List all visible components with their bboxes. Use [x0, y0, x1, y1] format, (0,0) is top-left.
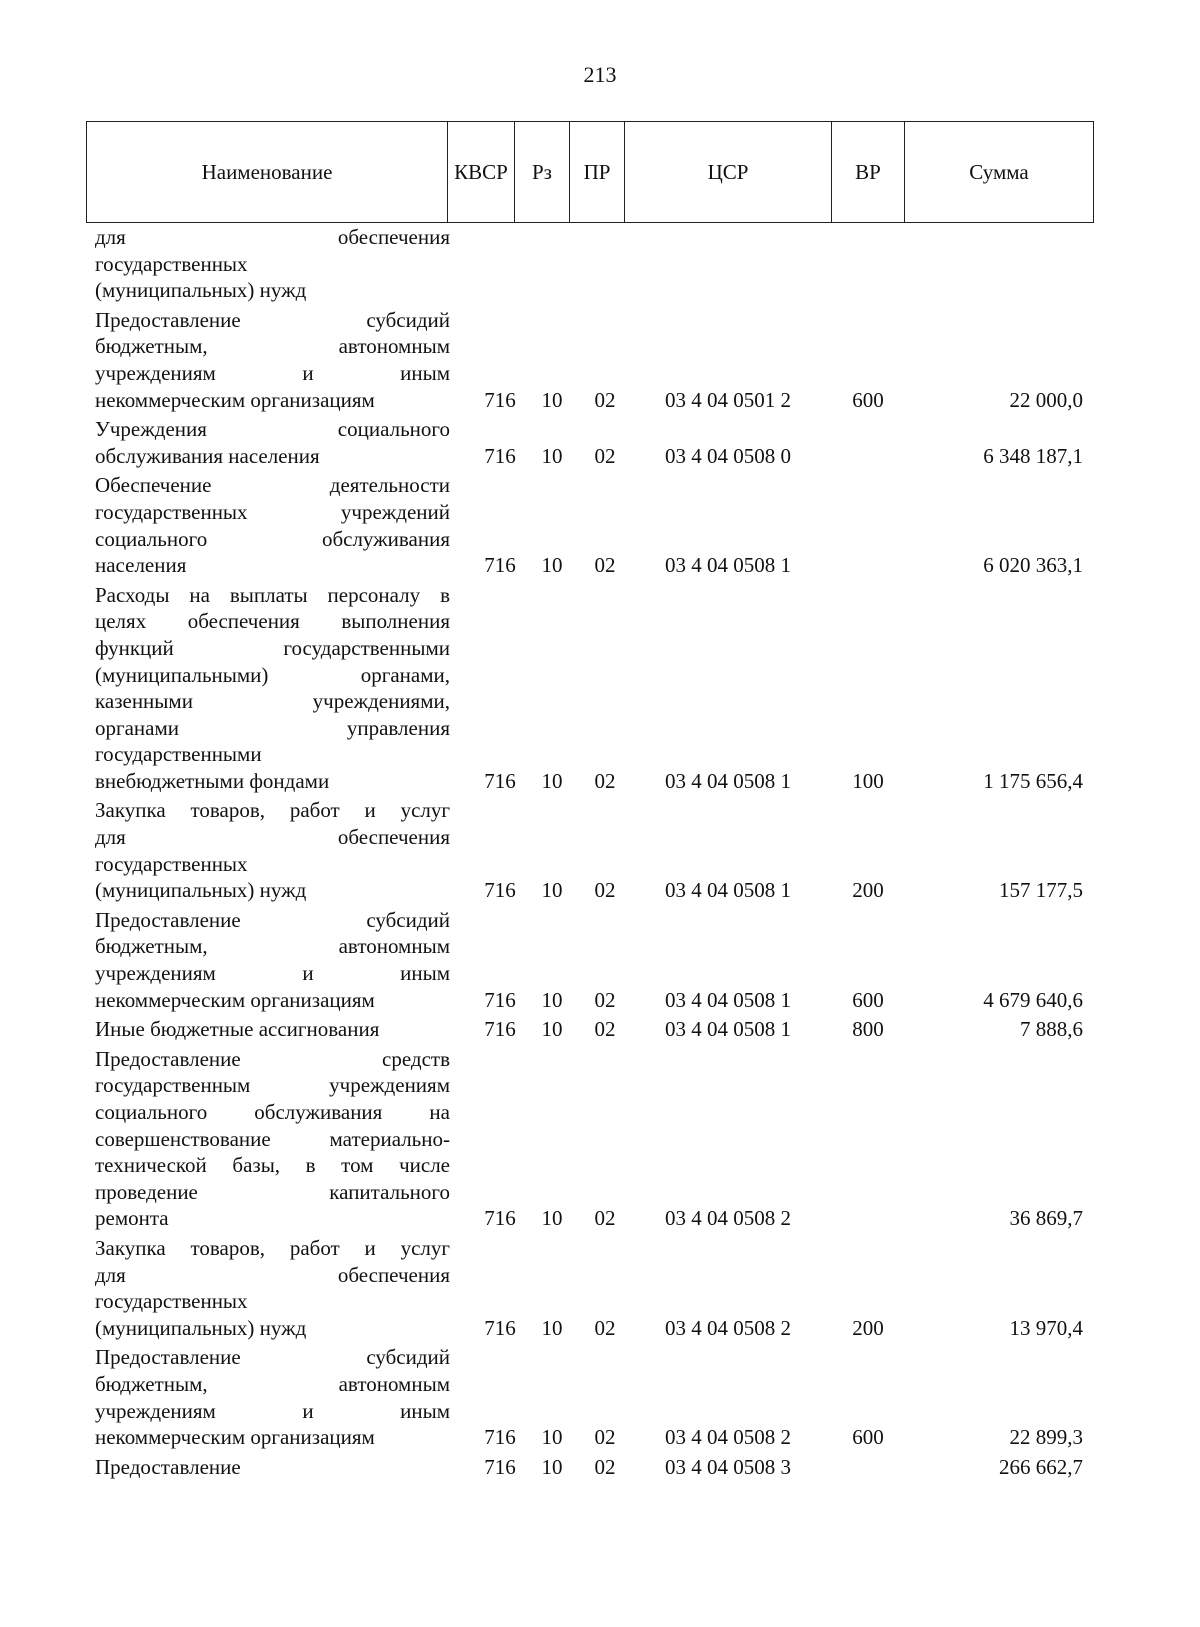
row-name-line: некоммерческим организациям: [95, 387, 375, 412]
row-vr: 200: [852, 1315, 884, 1340]
table-row: [95, 1344, 1135, 1450]
row-rz: 10: [541, 553, 563, 578]
row-rz: 10: [541, 1454, 563, 1479]
row-csr: 03 4 04 0508 1: [665, 768, 791, 793]
row-name-line: учреждениям и иным: [95, 1398, 450, 1423]
row-name-line: социального обслуживания на: [95, 1100, 450, 1124]
row-pr: 02: [594, 878, 616, 903]
row-kvsr: 716: [484, 768, 516, 793]
row-name-line: социального обслуживания: [95, 526, 450, 551]
row-name-line: Предоставление субсидий: [95, 1345, 450, 1370]
row-name-line: (муниципальных) нужд: [95, 278, 307, 303]
row-name-line: Предоставление средств: [95, 1046, 450, 1071]
row-sum: 13 970,4: [1009, 1315, 1083, 1340]
row-name-line: учреждениям и иным: [95, 360, 450, 385]
table-row: [95, 1046, 1135, 1232]
row-name-line: Предоставление: [95, 1454, 241, 1479]
row-kvsr: 716: [484, 1206, 516, 1231]
row-vr: 200: [852, 878, 884, 903]
row-name-line: населения: [95, 553, 187, 578]
row-pr: 02: [594, 987, 616, 1012]
row-sum: 1 175 656,4: [983, 768, 1083, 793]
row-csr: 03 4 04 0508 3: [665, 1454, 791, 1479]
row-pr: 02: [594, 1315, 616, 1340]
row-rz: 10: [541, 987, 563, 1012]
row-name-line: (муниципальными) органами,: [95, 662, 450, 687]
row-rz: 10: [541, 1017, 563, 1042]
row-name-line: обслуживания населения: [95, 443, 320, 468]
row-name: [95, 1046, 450, 1232]
row-kvsr: 716: [484, 987, 516, 1012]
row-csr: 03 4 04 0508 2: [665, 1315, 791, 1340]
row-rz: 10: [541, 1315, 563, 1340]
header-pr: ПР: [570, 122, 625, 223]
row-name-line: бюджетным, автономным: [95, 334, 450, 359]
row-pr: 02: [594, 443, 616, 468]
row-name-line: (муниципальных) нужд: [95, 878, 307, 903]
table-row: [95, 797, 1135, 903]
table-row: [95, 472, 1135, 578]
row-sum: 36 869,7: [1009, 1206, 1083, 1231]
row-kvsr: 716: [484, 1454, 516, 1479]
row-name-line: Иные бюджетные ассигнования: [95, 1017, 380, 1042]
row-vr: 800: [852, 1017, 884, 1042]
table-row: [95, 416, 1135, 469]
row-pr: 02: [594, 1206, 616, 1231]
row-csr: 03 4 04 0508 0: [665, 443, 791, 468]
table-row: [95, 907, 1135, 1013]
row-name-line: казенными учреждениями,: [95, 689, 450, 714]
row-name-line: для обеспечения: [95, 825, 450, 850]
table-row: [95, 1454, 1135, 1481]
row-sum: 6 348 187,1: [983, 443, 1083, 468]
row-sum: 6 020 363,1: [983, 553, 1083, 578]
row-sum: 7 888,6: [1020, 1017, 1083, 1042]
row-name-line: некоммерческим организациям: [95, 1425, 375, 1450]
row-rz: 10: [541, 768, 563, 793]
row-csr: 03 4 04 0501 2: [665, 387, 791, 412]
row-rz: 10: [541, 443, 563, 468]
row-rz: 10: [541, 1425, 563, 1450]
row-kvsr: 716: [484, 1315, 516, 1340]
row-csr: 03 4 04 0508 1: [665, 1017, 791, 1042]
table-body: [95, 224, 1135, 1483]
table-row: [95, 224, 1135, 304]
row-kvsr: 716: [484, 878, 516, 903]
row-name-line: целях обеспечения выполнения: [95, 609, 450, 634]
row-csr: 03 4 04 0508 2: [665, 1425, 791, 1450]
row-rz: 10: [541, 1206, 563, 1231]
row-name-line: бюджетным, автономным: [95, 934, 450, 959]
row-name-line: государственных: [95, 851, 248, 876]
row-name-line: проведение капитального: [95, 1179, 450, 1204]
row-vr: 100: [852, 768, 884, 793]
row-pr: 02: [594, 768, 616, 793]
header-kvsr: КВСР: [448, 122, 515, 223]
row-rz: 10: [541, 387, 563, 412]
row-csr: 03 4 04 0508 1: [665, 553, 791, 578]
row-name-line: технической базы, в том числе: [95, 1153, 450, 1178]
row-csr: 03 4 04 0508 1: [665, 987, 791, 1012]
row-vr: 600: [852, 1425, 884, 1450]
row-rz: 10: [541, 878, 563, 903]
table-row: [95, 1016, 1135, 1043]
row-name-line: учреждениям и иным: [95, 961, 450, 986]
table-row: [95, 307, 1135, 413]
row-name-line: Закупка товаров, работ и услуг: [95, 798, 450, 823]
row-sum: 157 177,5: [999, 878, 1083, 903]
row-name-line: Обеспечение деятельности: [95, 473, 450, 498]
header-vr: ВР: [832, 122, 905, 223]
row-vr: 600: [852, 387, 884, 412]
row-pr: 02: [594, 1454, 616, 1479]
row-csr: 03 4 04 0508 2: [665, 1206, 791, 1231]
row-name-line: совершенствование материально-: [95, 1126, 450, 1151]
row-sum: 22 899,3: [1009, 1425, 1083, 1450]
row-pr: 02: [594, 1017, 616, 1042]
row-pr: 02: [594, 553, 616, 578]
row-name-line: Расходы на выплаты персоналу в: [95, 582, 450, 607]
header-rz: Рз: [515, 122, 570, 223]
row-name-line: ремонта: [95, 1206, 169, 1231]
header-sum: Сумма: [905, 122, 1094, 223]
table-row: [95, 1235, 1135, 1341]
header-csr: ЦСР: [625, 122, 832, 223]
row-kvsr: 716: [484, 443, 516, 468]
row-name-line: для обеспечения: [95, 225, 450, 249]
row-name-line: некоммерческим организациям: [95, 987, 375, 1012]
row-name-line: Предоставление субсидий: [95, 307, 450, 332]
row-kvsr: 716: [484, 1425, 516, 1450]
row-name-line: государственных: [95, 251, 248, 276]
row-name-line: государственным учреждениям: [95, 1073, 450, 1098]
row-sum: 22 000,0: [1009, 387, 1083, 412]
row-csr: 03 4 04 0508 1: [665, 878, 791, 903]
row-name-line: для обеспечения: [95, 1262, 450, 1287]
row-vr: 600: [852, 987, 884, 1012]
row-kvsr: 716: [484, 387, 516, 412]
row-name-line: бюджетным, автономным: [95, 1371, 450, 1396]
row-name-line: (муниципальных) нужд: [95, 1315, 307, 1340]
row-name: [95, 582, 450, 795]
row-pr: 02: [594, 387, 616, 412]
table-row: [95, 582, 1135, 795]
row-name-line: функций государственными: [95, 635, 450, 660]
row-sum: 266 662,7: [999, 1454, 1083, 1479]
row-name-line: государственных учреждений: [95, 499, 450, 524]
row-name-line: Предоставление субсидий: [95, 907, 450, 932]
page-number: 213: [583, 62, 617, 87]
row-name-line: внебюджетными фондами: [95, 768, 330, 793]
row-name-line: государственными: [95, 742, 262, 767]
row-kvsr: 716: [484, 1017, 516, 1042]
header-name: Наименование: [87, 122, 448, 223]
row-sum: 4 679 640,6: [983, 987, 1083, 1012]
row-kvsr: 716: [484, 553, 516, 578]
row-pr: 02: [594, 1425, 616, 1450]
row-name-line: Учреждения социального: [95, 417, 450, 442]
row-name-line: органами управления: [95, 715, 450, 740]
row-name-line: Закупка товаров, работ и услуг: [95, 1235, 450, 1260]
row-name-line: государственных: [95, 1289, 248, 1314]
table-header: [86, 121, 1094, 223]
